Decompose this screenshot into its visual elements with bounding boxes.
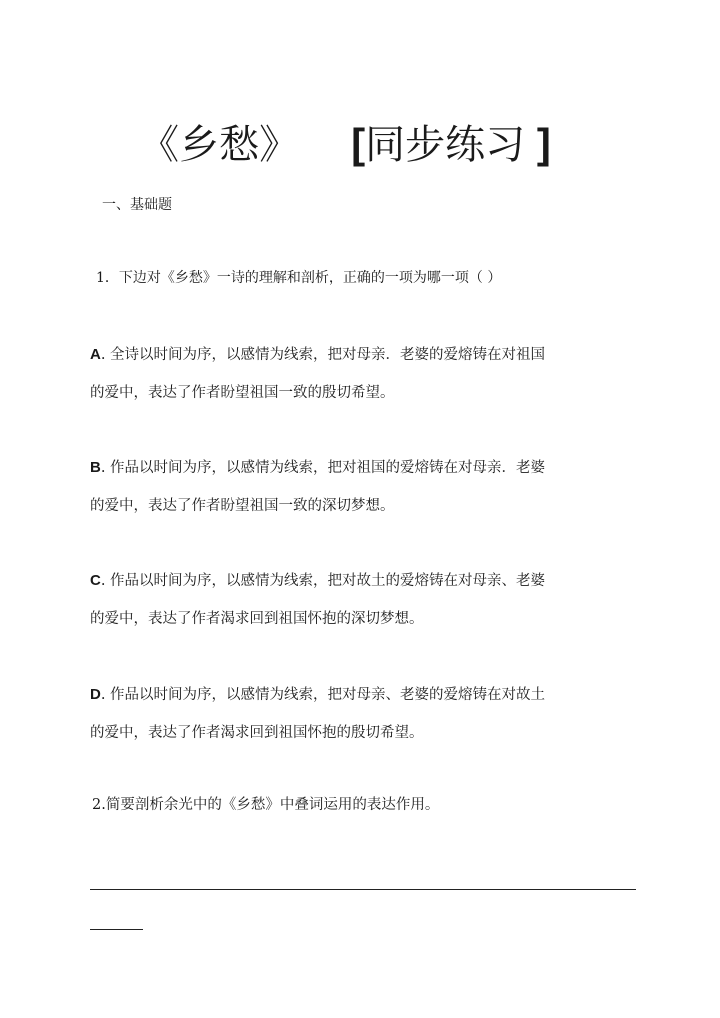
option-b-line-2: 的爱中，表达了作者盼望祖国一致的深切梦想。 — [90, 498, 395, 514]
option-d-letter: D — [90, 686, 101, 703]
title-bracket-close: ] — [525, 120, 551, 167]
title-subtitle: 同步练习 — [365, 122, 526, 168]
option-a-line-1 — [90, 336, 600, 374]
document-title — [0, 118, 720, 171]
question-2-text: 2.简要剖析余光中的《乡愁》中叠词运用的表达作用。 — [92, 797, 440, 813]
option-a-line-2: 的爱中，表达了作者盼望祖国一致的殷切希望。 — [90, 385, 395, 401]
option-d-text-1: . 作品以时间为序，以感情为线索，把对母亲、老婆的爱熔铸在对故土 — [100, 687, 546, 703]
title-main: 《乡愁》 — [139, 122, 300, 168]
title-bracket-open: [ — [351, 120, 366, 167]
option-c — [90, 562, 600, 638]
option-a-text-1: . 全诗以时间为序，以感情为线索，把对母亲．老婆的爱熔铸在对祖国 — [100, 347, 546, 363]
answer-line-end — [90, 929, 143, 930]
option-d-line-2: 的爱中，表达了作者渴求回到祖国怀抱的殷切希望。 — [90, 725, 424, 741]
answer-line — [90, 889, 636, 890]
option-c-text-1: . 作品以时间为序，以感情为线索，把对故土的爱熔铸在对母亲、老婆 — [100, 573, 546, 589]
option-b-text-1: . 作品以时间为序，以感情为线索，把对祖国的爱熔铸在对母亲．老婆 — [100, 460, 546, 476]
option-c-line-2: 的爱中，表达了作者渴求回到祖国怀抱的深切梦想。 — [90, 611, 424, 627]
question-1-text: 1．下边对《乡愁》一诗的理解和剖析，正确的一项为哪一项（ ） — [96, 270, 502, 286]
option-c-letter: C — [90, 572, 101, 589]
option-c-line-1 — [90, 562, 600, 600]
option-a-letter: A — [90, 346, 101, 363]
option-a — [90, 336, 600, 412]
option-b-line-1 — [90, 449, 600, 487]
option-b-letter: B — [90, 459, 101, 476]
section-heading: 一、基础题 — [102, 197, 172, 213]
option-d-line-1 — [90, 676, 600, 714]
option-d — [90, 676, 600, 752]
option-b — [90, 449, 600, 525]
